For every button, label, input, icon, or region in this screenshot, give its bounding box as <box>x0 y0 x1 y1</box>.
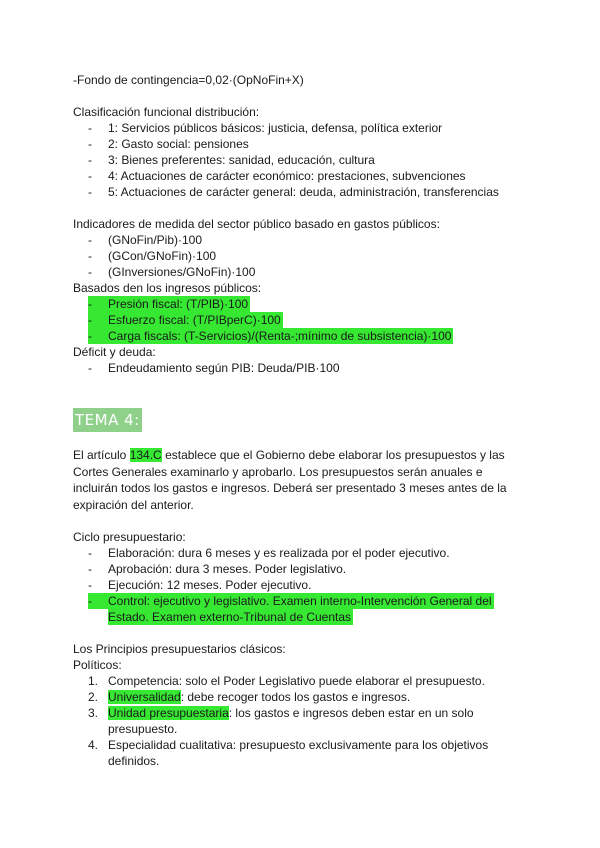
numbered-item <box>88 689 410 705</box>
list-item-text: Ejecución: 12 meses. Poder ejecutivo. <box>108 578 312 592</box>
bullet-dash: - <box>88 265 92 279</box>
bullet-dash: - <box>88 233 92 247</box>
list-item <box>88 264 255 280</box>
numbered-item <box>88 705 474 721</box>
bullet-dash: - <box>88 153 92 167</box>
list-item-continuation: presupuesto. <box>108 722 178 736</box>
highlighted-list-item <box>88 296 250 312</box>
list-item <box>88 561 346 577</box>
list-item <box>88 184 499 200</box>
list-item-text: Control: ejecutivo y legislativo. Examen interno-Intervención General del <box>108 594 492 608</box>
list-item-text: 1: Servicios públicos básicos: justicia, defensa, política exterior <box>108 121 443 135</box>
list-item-text: Elaboración: dura 6 meses y es realizada por el poder ejecutivo. <box>108 546 450 560</box>
bullet-dash: - <box>88 185 92 199</box>
list-item-text: Presión fiscal: (T/PIB)·100 <box>108 297 249 311</box>
politicos-subtitle: Políticos: <box>73 658 122 672</box>
item-number: 4. <box>88 738 99 752</box>
list-item-text: Esfuerzo fiscal: (T/PIBperC)·100 <box>108 313 281 327</box>
principios-title: Los Principios presupuestarios clásicos: <box>73 642 286 656</box>
list-item <box>88 152 375 168</box>
list-item <box>88 120 442 136</box>
list-item <box>88 248 216 264</box>
list-item <box>88 232 202 248</box>
list-item-text: 2: Gasto social: pensiones <box>108 137 249 151</box>
section-heading-tema: TEMA 4: <box>73 408 142 432</box>
highlighted-list-item-continuation: Estado. Examen externo-Tribunal de Cuentas <box>108 610 352 624</box>
item-number: 2. <box>88 690 99 704</box>
list-item-text: 4: Actuaciones de carácter económico: prestaciones, subvenciones <box>108 169 466 183</box>
ingresos-title: Basados den los ingresos públicos: <box>73 281 262 295</box>
bullet-dash: - <box>88 562 92 576</box>
bullet-dash: - <box>88 169 92 183</box>
list-item-text: : los gastos e ingresos deben estar en un solo <box>228 706 474 720</box>
list-item-text: (GNoFin/Pib)·100 <box>108 233 203 247</box>
bullet-dash: - <box>88 329 92 343</box>
highlighted-article-ref: 134.C <box>129 448 162 462</box>
highlighted-list-item <box>88 312 283 328</box>
bullet-dash: - <box>88 546 92 560</box>
list-item <box>88 545 450 561</box>
bullet-dash: - <box>88 121 92 135</box>
list-item <box>88 168 466 184</box>
list-item-continuation: definidos. <box>108 754 160 768</box>
articulo-paragraph <box>73 447 528 513</box>
list-item-text: Especialidad cualitativa: presupuesto exclusivamente para los objetivos <box>108 738 489 752</box>
clasificacion-title: Clasificación funcional distribución: <box>73 105 260 119</box>
list-item <box>88 360 340 376</box>
bullet-dash: - <box>88 297 92 311</box>
list-item-text: Competencia: solo el Poder Legislativo puede elaborar el presupuesto. <box>108 674 485 688</box>
bullet-dash: - <box>88 594 92 608</box>
indicadores-title: Indicadores de medida del sector público basado en gastos públicos: <box>73 217 440 231</box>
highlighted-list-item <box>88 593 494 609</box>
list-item-text: 3: Bienes preferentes: sanidad, educación, cultura <box>108 153 375 167</box>
paragraph-text: El artículo <box>73 448 130 462</box>
fondo-contingencia-line: -Fondo de contingencia=0,02·(OpNoFin+X) <box>73 73 304 87</box>
highlighted-term: Unidad presupuestaria <box>108 706 229 720</box>
bullet-dash: - <box>88 361 92 375</box>
numbered-item <box>88 673 485 689</box>
list-item-text: (GCon/GNoFin)·100 <box>108 249 217 263</box>
highlighted-term: Universalidad <box>108 690 181 704</box>
bullet-dash: - <box>88 137 92 151</box>
paragraph-text: establece que el Gobierno debe elaborar los presupuestos y las Cortes Generales examinarlo y aprobarlo. Los presupuestos serán anuales e incluirán todos los gastos e ingresos. Deberá ser presentado 3 meses antes de la expiración del anterior. <box>73 448 507 512</box>
list-item <box>88 577 311 593</box>
list-item-text: (GInversiones/GNoFin)·100 <box>108 265 256 279</box>
bullet-dash: - <box>88 578 92 592</box>
item-number: 3. <box>88 706 99 720</box>
numbered-item <box>88 737 488 753</box>
bullet-dash: - <box>88 313 92 327</box>
list-item <box>88 136 249 152</box>
bullet-dash: - <box>88 249 92 263</box>
list-item-text: Aprobación: dura 3 meses. Poder legislativo. <box>108 562 347 576</box>
deficit-title: Déficit y deuda: <box>73 345 156 359</box>
ciclo-title: Ciclo presupuestario: <box>73 530 186 544</box>
list-item-text: Carga fiscals: (T-Servicios)/(Renta-;mínimo de subsistencia)·100 <box>108 329 452 343</box>
list-item-text: : debe recoger todos los gastos e ingresos. <box>180 690 411 704</box>
list-item-text: 5: Actuaciones de carácter general: deuda, administración, transferencias <box>108 185 499 199</box>
item-number: 1. <box>88 674 99 688</box>
list-item-text: Endeudamiento según PIB: Deuda/PIB·100 <box>108 361 340 375</box>
highlighted-list-item <box>88 328 453 344</box>
